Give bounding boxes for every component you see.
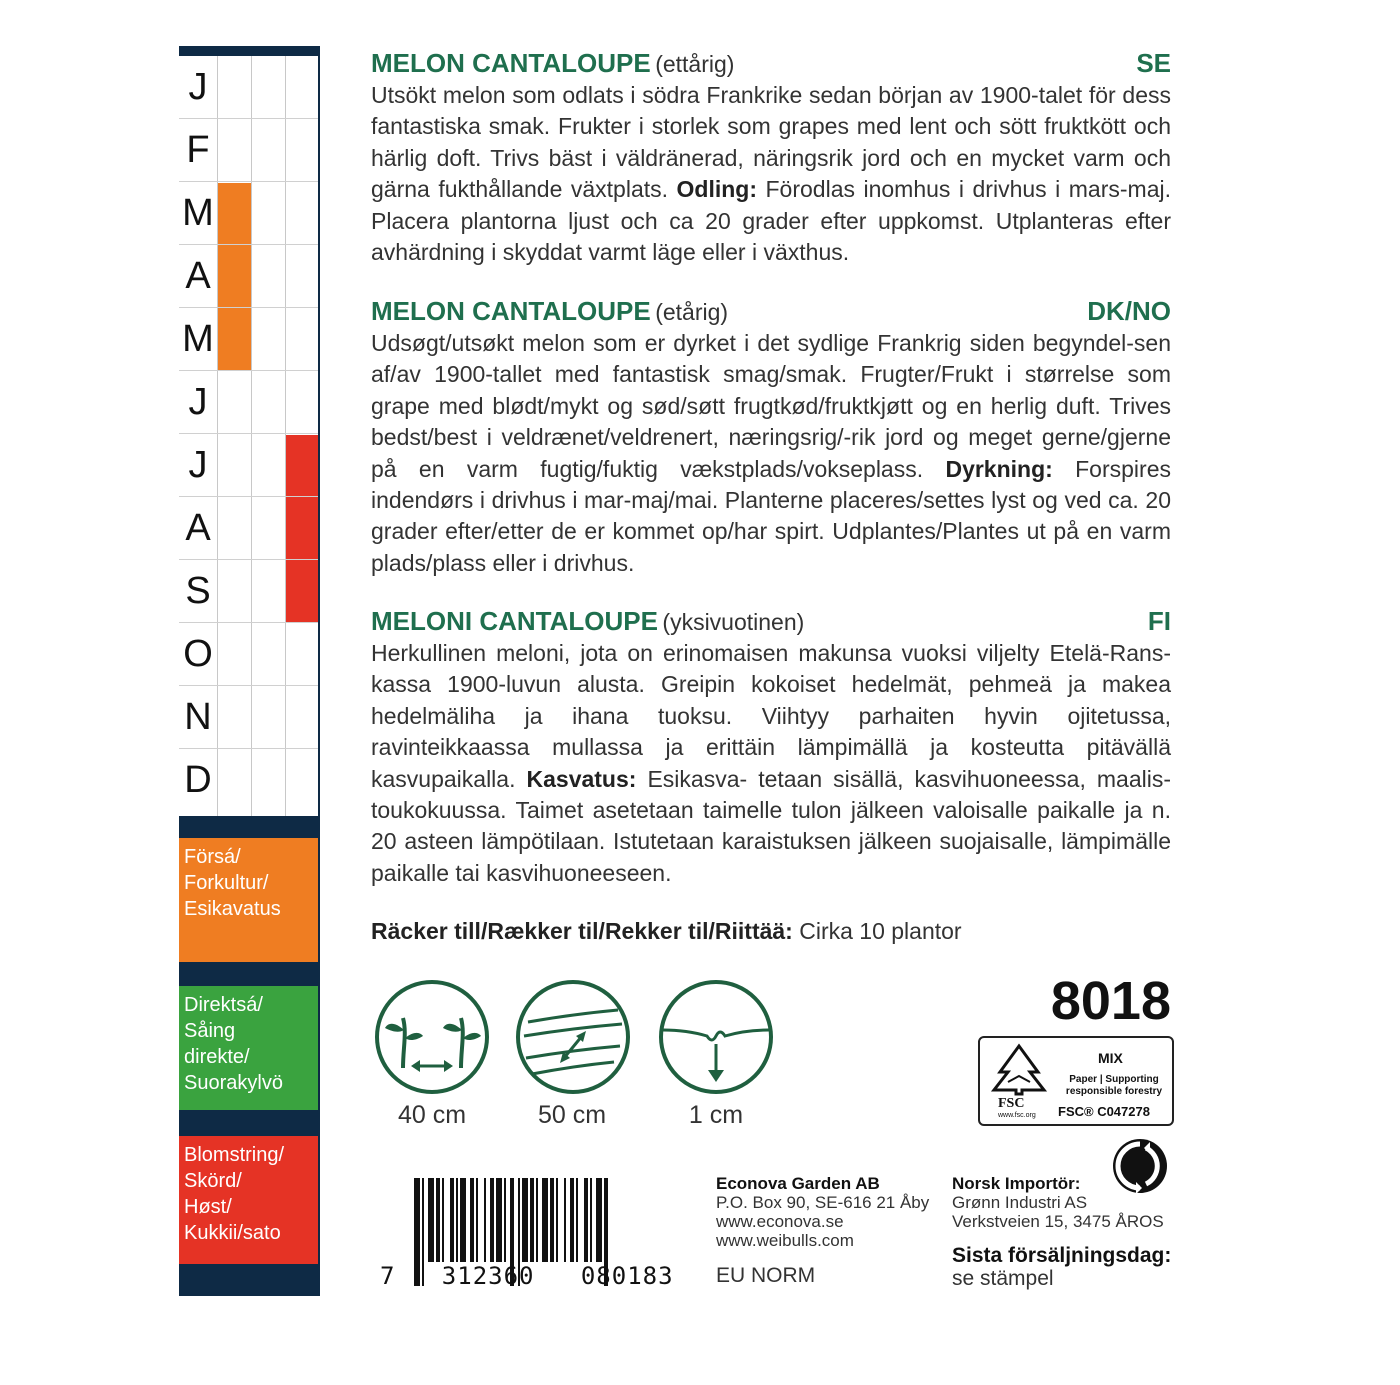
barcode-bar [564, 1178, 566, 1262]
language-code: FI [1147, 606, 1171, 636]
barcode-bar [490, 1178, 494, 1262]
month-row [179, 371, 318, 434]
barcode-bar [496, 1178, 502, 1262]
barcode-bar [460, 1178, 466, 1262]
month-row [179, 245, 318, 308]
yield-info: Räcker till/Rækker til/Rekker til/Riittää: Cirka 10 plantor [371, 918, 962, 944]
section-subtitle: (ettårig) [655, 51, 735, 77]
address-line: P.O. Box 90, SE-616 21 Åby [716, 1193, 930, 1212]
plant-spacing-icon [373, 978, 491, 1101]
barcode-bar [522, 1178, 528, 1262]
section-title: MELON CANTALOUPE [371, 48, 651, 78]
barcode-bar [536, 1178, 538, 1262]
month-letter: M [182, 318, 214, 360]
row-spacing-label: 50 cm [537, 1101, 607, 1129]
legend-bloom-harvest [179, 1136, 318, 1264]
legend-line: Skörd/ [184, 1170, 242, 1192]
legend-line: Blomstring/ [184, 1144, 285, 1166]
month-letter: N [184, 696, 212, 738]
month-row [179, 308, 318, 371]
month-row [179, 497, 318, 560]
importer-label: Norsk Importör: [952, 1174, 1081, 1193]
legend-line: Direktsá/ [184, 994, 263, 1016]
month-letter: F [186, 129, 210, 171]
fsc-mix: MIX [1098, 1050, 1123, 1066]
barcode-bar [542, 1178, 548, 1262]
month-row [179, 182, 318, 245]
last-sale-label: Sista försäljningsdag: [952, 1244, 1172, 1267]
section-body: Utsökt melon som odlats i södra Frankrike sedan början av 1900-talet för dess fantastiska smak. Frukter i storlek som grapes med lent och sött fruktkött och härlig doft. Trivs bäst i väldränerad, näringsrik jord och en mycket varm och gärna fukthållande växtplats. Odling: Förodlas inomhus i drivhus i mars-maj. Placera plantorna ljust och ca 20 grader efter uppkomst. Utplanteras efter avhärdning i skyddat varmt läge eller i växthus. [371, 82, 1171, 266]
barcode-bar [550, 1178, 554, 1262]
barcode-bar [504, 1178, 506, 1262]
month-letter: J [188, 66, 208, 108]
section-body: Herkullinen meloni, jota on erinomaisen makunsa vuoksi viljelty Etelä-Rans-kassa 1900-luvun alusta. Greipin kokoiset hedelmät, pehmeä ja makea hedelmäliha ja ihana tuoksu. Viihtyy parhaiten hyvin ojitetussa, ravinteikkaassa mullassa ja erittäin lämpimällä ja kosteutta pitävällä kasvupaikalla. Kasvatus: Esikasva- tetaan sisällä, kasvihuoneessa, maalis-toukokuussa. Taimet asetetaan taimelle tulon jälkeen valoisalle paikalle ja n. 20 asteen lämpötilaan. Istutetaan karaistuksen jälkeen suojaisalle, lämpimälle paikalle tai kasvihuoneeseen. [371, 640, 1171, 886]
fsc-url: www.fsc.org [998, 1112, 1036, 1119]
legend-line: Kukkii/sato [184, 1222, 281, 1244]
month-row [179, 560, 318, 623]
section-title: MELONI CANTALOUPE [371, 606, 658, 636]
fsc-wordmark: FSC [998, 1096, 1025, 1111]
month-row [179, 686, 318, 749]
producer-address [716, 1174, 929, 1250]
fsc-tree-icon [986, 1042, 1052, 1098]
address-line: Grønn Industri AS [952, 1193, 1088, 1212]
barcode-bar [456, 1178, 458, 1262]
month-grid [179, 56, 318, 816]
sowing-depth-icon [657, 978, 775, 1101]
legend-line: Forkultur/ [184, 872, 269, 894]
legend-line: direkte/ [184, 1046, 250, 1068]
legend-presow [179, 838, 318, 962]
section-danish-norwegian [371, 296, 1171, 579]
legend-line: Såing [184, 1020, 236, 1042]
fsc-paper-text: Paper | Supporting responsible forestry [1065, 1074, 1163, 1097]
producer-name: Econova Garden AB [716, 1174, 880, 1193]
barcode-bar [436, 1178, 440, 1262]
section-subtitle: (etårig) [655, 299, 729, 325]
section-subtitle: (yksivuotinen) [662, 609, 805, 635]
legend-direct-sow [179, 986, 318, 1110]
month-row [179, 749, 318, 812]
address-line: Verkstveien 15, 3475 ÅROS [952, 1212, 1164, 1231]
month-letter: J [188, 444, 208, 486]
barcode-bar [556, 1178, 558, 1262]
barcode-bar [576, 1178, 578, 1262]
month-letter: A [185, 255, 211, 297]
month-letter: M [182, 192, 214, 234]
month-letter: O [183, 633, 213, 675]
barcode-bar [428, 1178, 434, 1262]
language-code: SE [1136, 48, 1171, 78]
barcode-bar [442, 1178, 444, 1262]
legend-line: Suorakylvö [184, 1072, 283, 1094]
section-title: MELON CANTALOUPE [371, 296, 651, 326]
section-body: Udsøgt/utsøkt melon som er dyrket i det sydlige Frankrig siden begyndel-sen af/av 1900-tallet med fantastisk smag/smak. Frugter/Frukt i størrelse som grape med blødt/mykt og sød/søtt frugtkød/fruktkjøtt og en herlig duft. Trives bedst/best i veldrænet/veldrenert, næringsrig/-rik jord og meget gerne/gjerne på en varm fugtig/fuktig vækstplads/vokseplass. Dyrkning: Forspires indendørs i drivhus i mar-maj/mai. Planterne placeres/settes lyst og ved ca. 20 grader efter/etter de er kommet op/har spirt. Udplantes/Plantes ut på en varm plads/plass eller i drivhus. [371, 330, 1171, 576]
sowing-depth-label: 1 cm [688, 1101, 744, 1129]
section-finnish [371, 606, 1171, 889]
section-swedish [371, 48, 1171, 268]
article-number: 8018 [1050, 971, 1171, 1031]
eu-norm: EU NORM [716, 1264, 816, 1287]
month-row [179, 434, 318, 497]
barcode-bar [584, 1178, 588, 1262]
barcode [380, 1178, 680, 1290]
barcode-bar [596, 1178, 602, 1262]
barcode-bar [450, 1178, 454, 1262]
month-row [179, 119, 318, 182]
month-letter: J [188, 381, 208, 423]
importer-address [952, 1174, 1164, 1231]
barcode-bar [470, 1178, 474, 1262]
barcode-bar [484, 1178, 486, 1262]
row-spacing-icon [514, 978, 632, 1101]
website-link[interactable]: www.econova.se [716, 1212, 844, 1231]
last-sale-date [952, 1244, 1171, 1290]
language-code: DK/NO [1087, 296, 1171, 326]
month-letter: D [184, 759, 212, 801]
barcode-bar [530, 1178, 534, 1262]
plant-spacing-label: 40 cm [397, 1101, 467, 1129]
legend-line: Försá/ [184, 846, 241, 868]
website-link[interactable]: www.weibulls.com [716, 1231, 854, 1250]
fsc-code: FSC® C047278 [1058, 1104, 1150, 1119]
legend-line: Høst/ [184, 1196, 232, 1218]
month-row [179, 56, 318, 119]
fsc-label [978, 1036, 1174, 1126]
barcode-bar [476, 1178, 478, 1262]
month-letter: S [185, 570, 211, 612]
month-letter: A [185, 507, 211, 549]
barcode-digits: 7 312360 080183 [380, 1262, 674, 1290]
barcode-bar [590, 1178, 592, 1262]
barcode-bar [570, 1178, 574, 1262]
legend-line: Esikavatus [184, 898, 281, 920]
month-row [179, 623, 318, 686]
last-sale-value: se stämpel [952, 1267, 1054, 1290]
